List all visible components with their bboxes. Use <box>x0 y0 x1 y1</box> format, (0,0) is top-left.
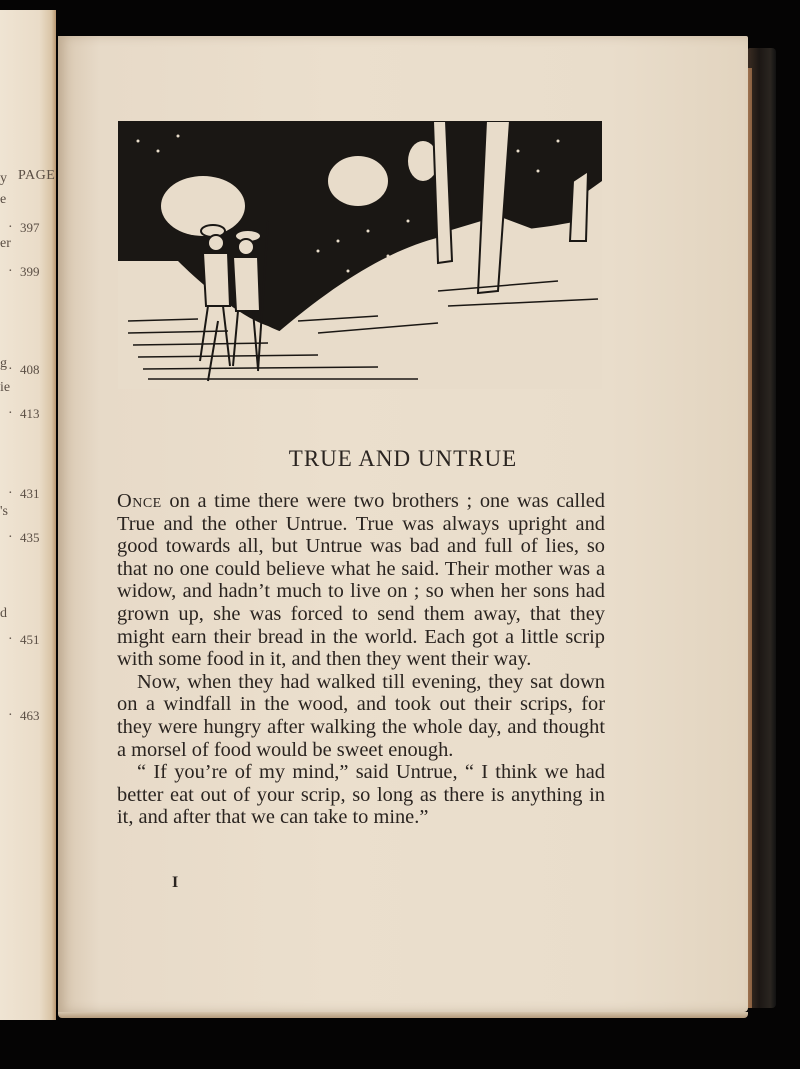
toc-page-number: 463 <box>20 708 40 723</box>
toc-page-number: 397 <box>20 220 40 235</box>
right-page <box>58 36 748 1012</box>
toc-fragment: g <box>0 356 7 371</box>
toc-fragment: · <box>8 406 13 421</box>
toc-fragment: y <box>0 171 7 186</box>
toc-fragment: · <box>8 530 13 545</box>
paragraph-2: Now, when they had walked till evening, they sat down on a windfall in the wood, and took out their scrips, for they were hungry after walking the whole day, and thought a morsel of food would be sweet enough. <box>117 670 605 761</box>
page-number: I <box>172 874 179 891</box>
toc-page-number: 435 <box>20 530 40 545</box>
toc-page-header: PAGE <box>18 168 56 183</box>
toc-fragment: er <box>0 236 11 251</box>
toc-page-number: 408 <box>20 362 40 377</box>
toc-fragment: · <box>8 486 13 501</box>
toc-fragment: · <box>8 220 13 235</box>
toc-page-number: 431 <box>20 486 40 501</box>
chapter-title: TRUE AND UNTRUE <box>288 446 518 471</box>
page-bottom-edge <box>58 1012 748 1018</box>
toc-fragment: · <box>8 264 13 279</box>
toc-page-number: 399 <box>20 264 40 279</box>
toc-fragment: · <box>8 632 13 647</box>
toc-fragment: ie <box>0 380 11 395</box>
woodcut-illustration <box>118 121 602 389</box>
opening-word: Once <box>117 490 162 512</box>
story-text <box>117 490 605 829</box>
left-page-contents <box>0 10 56 1020</box>
toc-fragment: · <box>8 708 13 723</box>
toc-fragment: e <box>0 192 7 207</box>
toc-fragment: · <box>8 362 13 377</box>
toc-fragment: d <box>0 606 7 621</box>
toc-fragment: 's <box>0 504 8 519</box>
toc-page-number: 451 <box>20 632 40 647</box>
paragraph-3: “ If you’re of my mind,” said Untrue, “ I think we had better eat out of your scrip, so long as there is anything in it, and after that we can take to mine.” <box>117 761 605 829</box>
paragraph-1: Once on a time there were two brothers ; one was called True and the other Untrue. True was always upright and good towards all, but Untrue was bad and full of lies, so that no one could believe what he said. Their mother was a widow, and hadn’t much to live on ; so when her sons had grown up, she was forced to send them away, that they might earn their bread in the world. Each got a little scrip with some food in it, and then they went their way. <box>117 490 605 671</box>
toc-page-number: 413 <box>20 406 40 421</box>
book-cover-edge <box>748 48 776 1008</box>
